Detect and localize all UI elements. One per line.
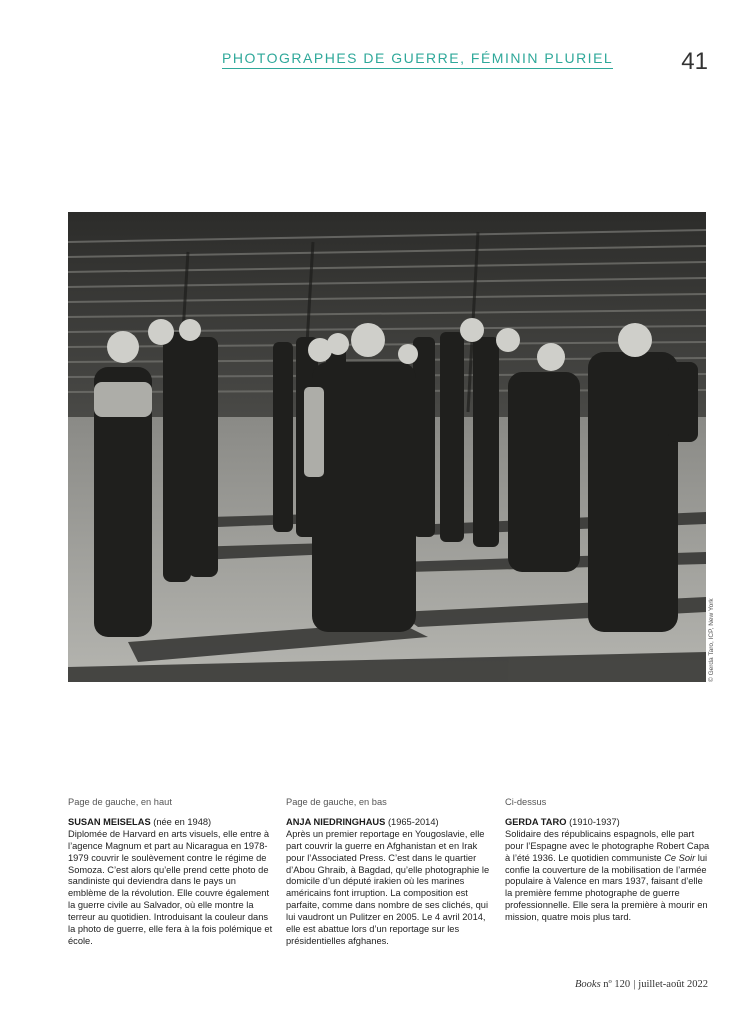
photographer-name: ANJA NIEDRINGHAUS: [286, 816, 386, 827]
caption-body: [68, 817, 273, 948]
photographer-name: GERDA TARO: [505, 816, 567, 827]
caption-text: Après un premier reportage en Yougoslavie, elle part couvrir la guerre en Afghanistan et en Irak pour l’Associated Press. C’est dans le quartier d’Abou Ghraib, à Bagdad, qu’elle photographie le domicile d’un député irakien où les marines américains font irruption. La composition est parfaite, comme dans nombre de ses clichés, qui lui vaudront un Pulitzer en 2005. Le 4 avril 2014, elle est abattue lors d’un reportage sur les présidentielles afghanes.: [286, 828, 490, 946]
issue-number: nº 120: [603, 979, 631, 990]
caption-susan-meiselas: [68, 797, 273, 948]
running-title: PHOTOGRAPHES DE GUERRE, FÉMININ PLURIEL: [222, 50, 613, 69]
issue-date: juillet-août 2022: [638, 979, 708, 990]
page-footer: [575, 979, 708, 990]
caption-text-before: Solidaire des républicains espagnols, elle part pour l’Espagne avec le photographe Robert Capa à l’été 1936. Le quotidien communiste: [505, 828, 710, 863]
caption-body: [286, 817, 492, 948]
photo-credit: © Gerda Taro, ICP, New York: [708, 598, 715, 682]
caption-text-after: lui confie la couverture de la mobilisation de l’armée populaire à Valence en mars 1937, faisant d’elle la première femme photographe de guerre professionnelle. Elle sera la première à mourir en mission, quatre mois plus tard.: [505, 852, 708, 923]
photographer-name: SUSAN MEISELAS: [68, 816, 151, 827]
caption-body: [505, 817, 711, 924]
caption-gerda-taro: [505, 797, 711, 924]
magazine-name: Books: [575, 979, 601, 990]
photographer-dates: (née en 1948): [153, 816, 212, 827]
photographer-dates: (1910-1937): [569, 816, 620, 827]
militia-photograph-illustration: [68, 212, 706, 682]
caption-text: Diplomée de Harvard en arts visuels, elle entre à l’agence Magnum et part au Nicaragua en 1978-1979 couvrir le soulèvement contre le régime de Somoza. C’est alors qu’elle prend cette photo de sandiniste qui deviendra dans le pays un emblème de la révolution. Elle couvre également la guerre civile au Salvador, où elle montre la terreur au quotidien. Introduisant la couleur dans la photo de guerre, elle fera à la fois polémique et école.: [68, 828, 273, 946]
photographer-dates: (1965-2014): [387, 816, 439, 827]
caption-kicker: Page de gauche, en bas: [286, 797, 387, 807]
photograph: [68, 212, 706, 682]
caption-kicker: Page de gauche, en haut: [68, 797, 172, 807]
footer-separator: |: [633, 979, 636, 990]
page-number: 41: [681, 48, 708, 75]
caption-kicker: Ci-dessus: [505, 797, 547, 807]
newspaper-title: Ce Soir: [664, 852, 696, 863]
caption-anja-niedringhaus: [286, 797, 492, 948]
